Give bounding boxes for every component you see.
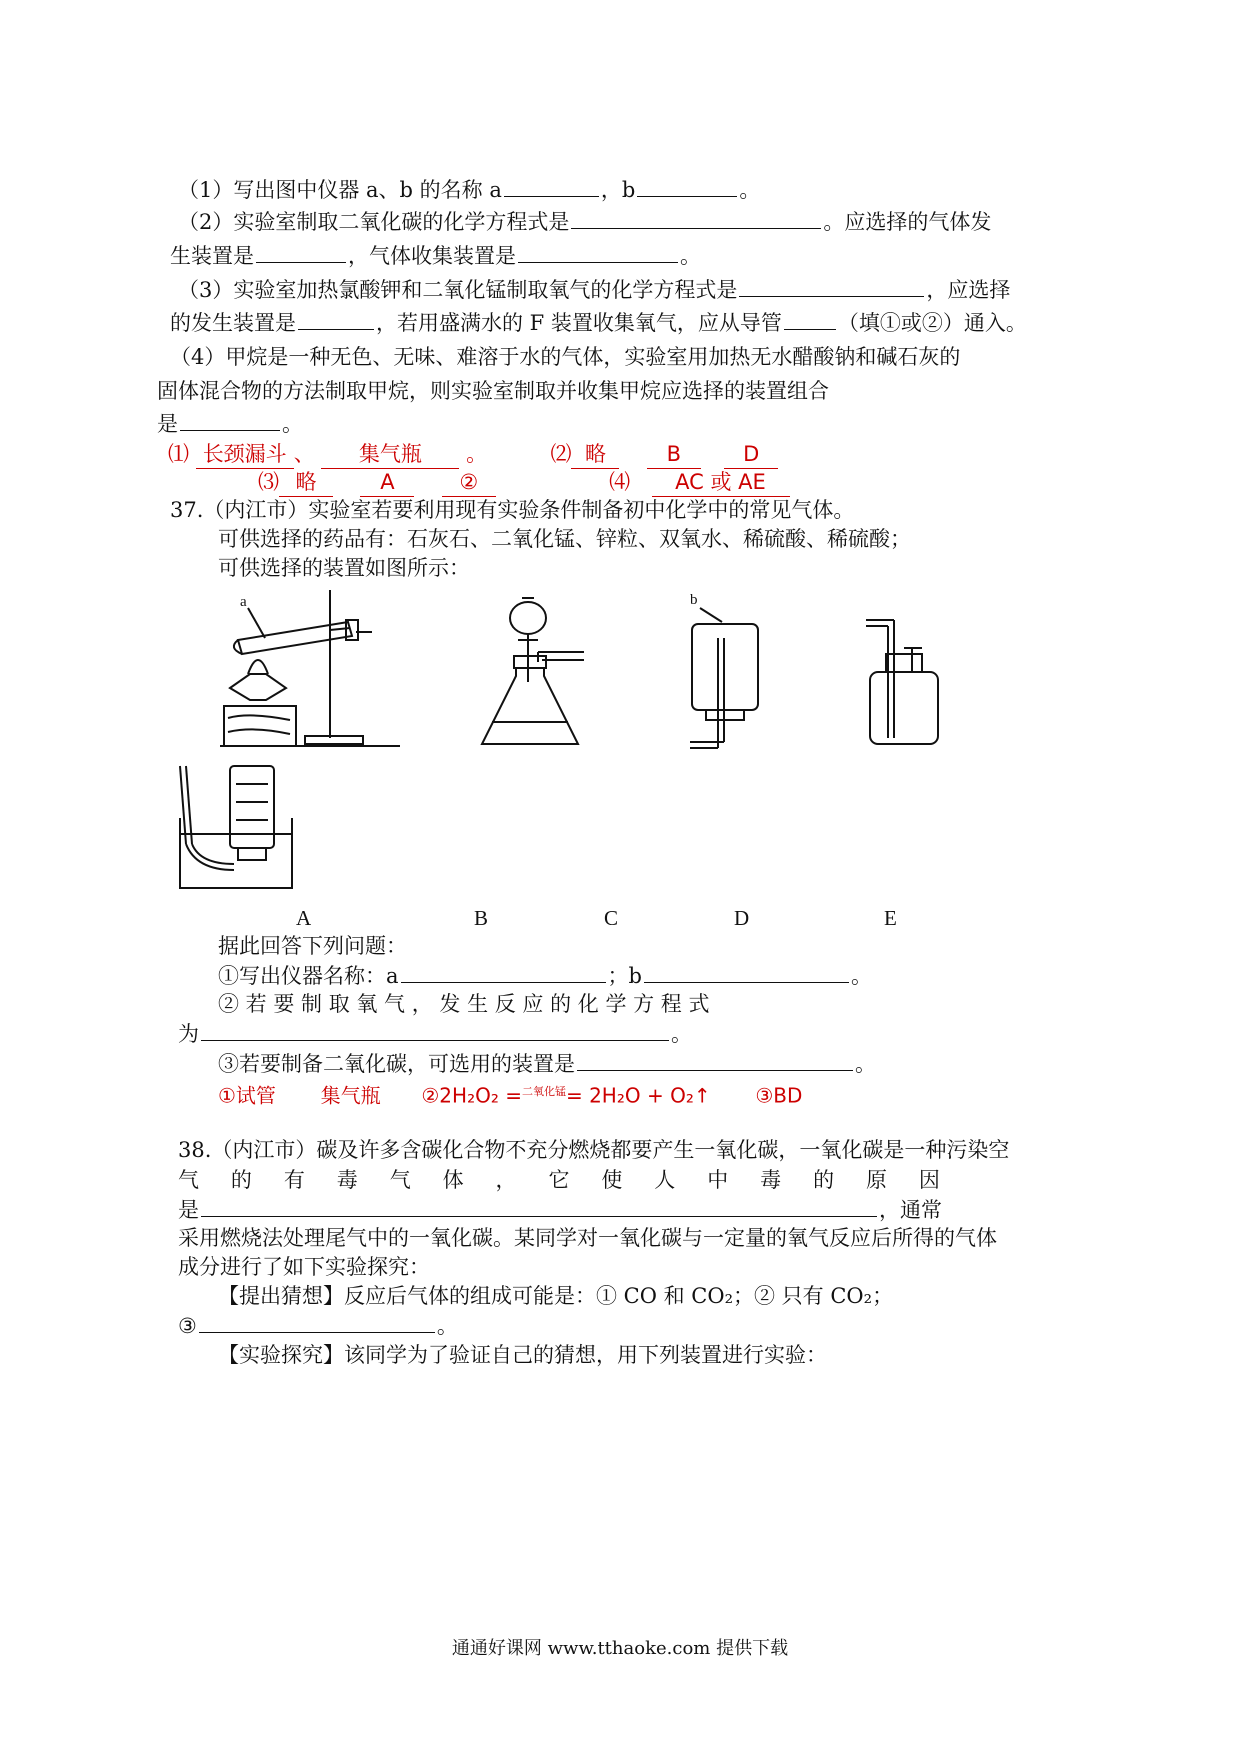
label-a: a <box>240 594 247 610</box>
q38-hypothesis-3: ③ 。 <box>178 1314 458 1338</box>
apparatus-e-figure <box>176 764 296 894</box>
blank-co2-devices[interactable] <box>577 1050 853 1071</box>
q38-line4: 采用燃烧法处理尾气中的一氧化碳。某同学对一氧化碳与一定量的氧气反应后所得的气体 <box>178 1226 997 1250</box>
answer-gas-bottle: 集气瓶 <box>320 1083 381 1108</box>
answer-1b: 集气瓶 <box>321 440 459 469</box>
apparatus-d-figure <box>862 618 946 748</box>
apparatus-a-figure <box>210 588 410 748</box>
apparatus-c-figure <box>688 598 768 750</box>
blank-instrument-a[interactable] <box>401 962 606 983</box>
blank-collector[interactable] <box>518 242 678 263</box>
page-footer: 通通好课网 www.tthaoke.com 提供下载 <box>451 1638 789 1659</box>
q36-part4-line1: （4）甲烷是一种无色、无味、难溶于水的气体，实验室用加热无水醋酸钠和碱石灰的 <box>170 345 961 369</box>
answer-2b: B <box>647 440 701 469</box>
answer-equation-left: ②2H₂O₂ = <box>421 1083 522 1108</box>
answer-2c: D <box>724 440 778 469</box>
q38-line2: 气 的 有 毒 气 体 ， 它 使 人 中 毒 的 原 因 <box>178 1168 940 1192</box>
answer-test-tube: ①试管 <box>218 1083 276 1108</box>
blank-instrument-b[interactable] <box>644 962 849 983</box>
answer-4a: AC 或 AE <box>652 468 790 497</box>
fig-label-a: A <box>296 906 312 930</box>
blank-methane[interactable] <box>180 410 280 431</box>
blank-co2-equation[interactable] <box>571 208 821 229</box>
answer-3c: ② <box>442 468 496 497</box>
blank-poison-reason[interactable] <box>201 1196 877 1217</box>
answer-devices: ③BD <box>755 1083 803 1108</box>
q36-part1: （1）写出图中仪器 a、b 的名称 a ，b 。 <box>178 178 761 202</box>
q37-sub1: ①写出仪器名称：a ；b 。 <box>218 964 872 988</box>
answer-equation-right: = 2H₂O + O₂↑ <box>565 1083 711 1108</box>
q36-answer-line1: ⑴ 长颈漏斗 、 集气瓶 。 ⑵ 略 B D <box>168 440 778 469</box>
blank-a[interactable] <box>504 176 599 197</box>
q38-experiment: 【实验探究】该同学为了验证自己的猜想，用下列装置进行实验： <box>218 1343 827 1367</box>
blank-generator[interactable] <box>256 242 346 263</box>
q36-part4-line3: 是 。 <box>157 412 303 436</box>
fig-label-d: D <box>734 906 750 930</box>
q36-part2-line2: 生装置是 ，气体收集装置是 。 <box>170 244 701 268</box>
fig-label-b: B <box>474 906 489 930</box>
fig-label-c: C <box>604 906 619 930</box>
answer-catalyst: 二氧化锰 <box>521 1085 566 1098</box>
q37-drugs: 可供选择的药品有：石灰石、二氧化锰、锌粒、双氧水、稀硫酸、稀硫酸； <box>218 527 911 551</box>
q36-answer-line2: ⑶ 略 A ② ⑷ AC 或 AE <box>258 468 790 497</box>
blank-o2-generator[interactable] <box>298 309 374 330</box>
blank-pipe[interactable] <box>784 309 836 330</box>
q38-line1: 38.（内江市）碳及许多含碳化合物不充分燃烧都要产生一氧化碳，一氧化碳是一种污染空 <box>178 1138 1010 1162</box>
q37-answers <box>218 1078 802 1110</box>
answer-2a: 略 <box>571 440 619 469</box>
blank-o2-reaction[interactable] <box>201 1020 669 1041</box>
q37-title: 37.（内江市）实验室若要利用现有实验条件制备初中化学中的常见气体。 <box>170 498 855 522</box>
blank-b[interactable] <box>637 176 737 197</box>
q36-part3-line2: 的发生装置是 ，若用盛满水的 F 装置收集氧气，应从导管 （填①或②）通入。 <box>170 311 1027 335</box>
q36-part3-line1: （3）实验室加热氯酸钾和二氧化锰制取氧气的化学方程式是 ，应选择 <box>178 278 1011 302</box>
q37-devices: 可供选择的装置如图所示： <box>218 556 470 580</box>
answer-1a: 长颈漏斗 <box>196 440 294 469</box>
q36-part2-line1: （2）实验室制取二氧化碳的化学方程式是 。应选择的气体发 <box>178 210 992 234</box>
blank-o2-equation[interactable] <box>739 276 924 297</box>
q37-answer-intro: 据此回答下列问题： <box>218 934 407 958</box>
q38-line5: 成分进行了如下实验探究： <box>178 1255 430 1279</box>
answer-3a: 略 <box>279 468 333 497</box>
apparatus-b-figure <box>478 592 598 748</box>
q37-sub2-line2: 为 。 <box>178 1022 692 1046</box>
answer-3b: A <box>360 468 414 497</box>
q37-sub2-line1: ② 若 要 制 取 氧 气 ， 发 生 反 应 的 化 学 方 程 式 <box>218 992 710 1016</box>
label-b: b <box>690 592 698 608</box>
q38-line3: 是 ，通常 <box>178 1198 942 1222</box>
q36-part4-line2: 固体混合物的方法制取甲烷，则实验室制取并收集甲烷应选择的装置组合 <box>157 379 829 403</box>
fig-label-e: E <box>884 906 897 930</box>
q38-hypothesis: 【提出猜想】反应后气体的组成可能是：① CO 和 CO₂；② 只有 CO₂； <box>218 1284 894 1308</box>
q37-sub3: ③若要制备二氧化碳，可选用的装置是 。 <box>218 1052 876 1076</box>
blank-hypothesis-3[interactable] <box>199 1312 435 1333</box>
